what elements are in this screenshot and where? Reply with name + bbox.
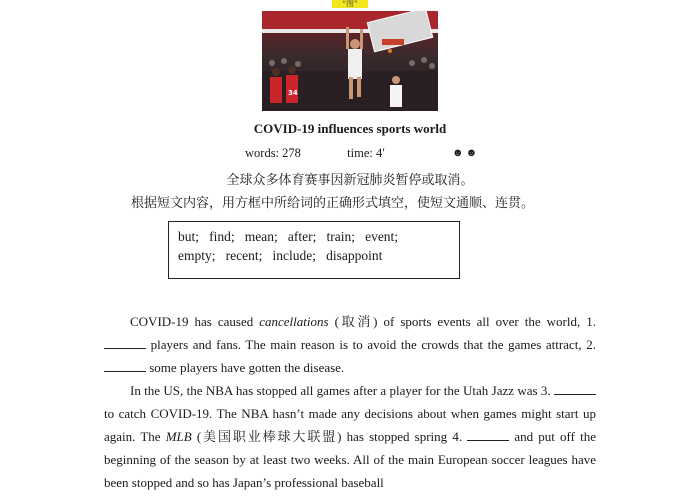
paragraph-1-text-a: COVID-19 has caused: [130, 314, 260, 329]
chinese-summary: 全球众多体育赛事因新冠肺炎暂停或取消。: [226, 173, 474, 188]
words-label: words:: [245, 146, 280, 160]
paragraph-1-italic-term: cancellations: [259, 314, 329, 329]
word-bank-line-2: empty; recent; include; disappoint: [178, 248, 383, 263]
paragraph-1: [104, 310, 596, 379]
basketball-photo-graphic: [262, 11, 438, 111]
paragraph-1-text-e: some players have gotten the disease.: [146, 360, 345, 375]
word-bank-line-1: but; find; mean; after; train; event;: [178, 229, 399, 244]
time-value: 4′: [375, 146, 385, 160]
blank-3[interactable]: [554, 384, 596, 395]
basketball-photo: [262, 11, 438, 111]
paragraph-2: [104, 379, 596, 494]
blank-1[interactable]: [104, 338, 146, 349]
paragraph-1-text-d: players and fans. The main reason is to avoid the crowds that the games attract, 2.: [146, 337, 596, 352]
article-meta: [245, 146, 385, 161]
paragraph-2-text-e: and put off the beginning of the season by at least two weeks. All of the main European soccer leagues have been stopped and so has Japan’s professional baseball: [104, 429, 596, 490]
words-value: 278: [282, 146, 301, 160]
section-tag: “图”: [332, 0, 368, 8]
blank-4[interactable]: [467, 430, 509, 441]
chinese-instruction: 根据短文内容，用方框中所给词的正确形式填空，使短文通顺、连贯。: [131, 196, 535, 211]
paragraph-2-text-d: (美国职业棒球大联盟) has stopped spring 4.: [191, 429, 468, 444]
word-bank-box: [168, 221, 460, 279]
blank-2[interactable]: [104, 361, 146, 372]
jersey-number: 34: [288, 89, 298, 97]
paragraph-1-text-c: (取消) of sports events all over the world, 1.: [328, 314, 596, 329]
paragraph-2-text-b: to catch COVID-19. The NBA hasn’t made any decisions about when games might start up again. The: [104, 406, 596, 444]
paragraph-2-italic-term: MLB: [165, 429, 192, 444]
paragraph-2-text-a: In the US, the NBA has stopped all games after a player for the Utah Jazz was 3.: [130, 383, 554, 398]
time-label: time:: [347, 146, 373, 160]
difficulty-smiley-icon: ☻☻: [452, 147, 480, 159]
article-title: COVID-19 influences sports world: [253, 121, 447, 136]
